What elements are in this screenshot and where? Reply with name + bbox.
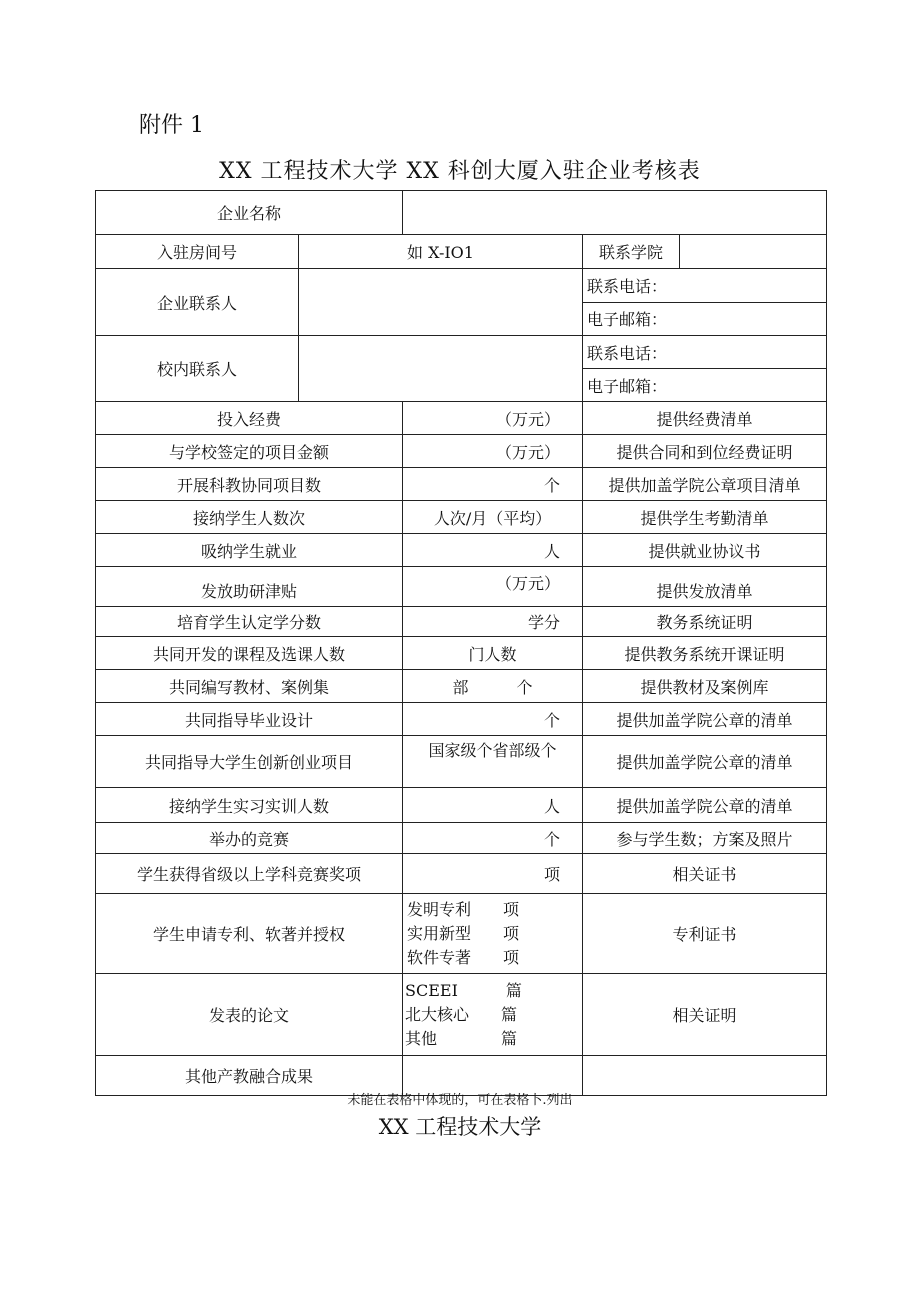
assessment-table: [95, 190, 827, 1096]
row-proof: 提供经费清单: [583, 402, 827, 435]
row-unit[interactable]: 人次/月（平均）: [403, 501, 583, 534]
table-row: [96, 269, 827, 303]
patent-item: 学生申请专利、软著并授权: [96, 894, 403, 974]
patent-line-software: 软件专著 项: [407, 947, 520, 967]
papers-line-sceei: SCEEI 篇: [405, 980, 522, 1000]
row-unit[interactable]: 国家级个省部级个: [403, 736, 583, 788]
row-proof: 参与学生数；方案及照片: [583, 823, 827, 854]
footnote: 未能在表格中体现的，可在表格卜.列出: [347, 1093, 573, 1108]
campus-phone-field[interactable]: 联系电话：: [583, 336, 827, 369]
college-label: 联系学院: [583, 235, 680, 268]
table-row: [96, 854, 827, 894]
table-row: [96, 235, 827, 269]
row-unit[interactable]: 人: [403, 534, 583, 567]
row-item: 共同编写教材、案例集: [96, 670, 403, 703]
row-item: 发放助研津贴: [96, 567, 403, 607]
page-title: XX 工程技术大学 XX 科创大厦入驻企业考核表: [219, 159, 701, 184]
table-row: [96, 788, 827, 823]
table-row: [96, 534, 827, 567]
row-unit[interactable]: 个: [403, 823, 583, 854]
table-row: [96, 670, 827, 703]
row-proof: 提供教务系统开课证明: [583, 637, 827, 670]
college-field[interactable]: [680, 235, 823, 268]
room-field[interactable]: 如 X-IO1: [299, 235, 583, 269]
table-row: [96, 468, 827, 501]
row-unit[interactable]: 个: [403, 703, 583, 736]
campus-contact-label: 校内联系人: [96, 336, 299, 402]
row-item: 共同指导大学生创新创业项目: [96, 736, 403, 788]
row-item: 投入经费: [96, 402, 403, 435]
other-item: 其他产教融合成果: [96, 1056, 403, 1096]
row-proof: 教务系统证明: [583, 607, 827, 637]
row-proof: 提供加盖学院公章的清单: [583, 736, 827, 788]
company-name-label: 企业名称: [96, 191, 403, 235]
table-row: [96, 191, 827, 235]
row-proof: 提供加盖学院公章项目清单: [583, 468, 827, 501]
row-item: 吸纳学生就业: [96, 534, 403, 567]
row-proof: 提供就业协议书: [583, 534, 827, 567]
papers-item: 发表的论文: [96, 974, 403, 1056]
row-unit[interactable]: 学分: [403, 607, 583, 637]
row-unit[interactable]: 项: [403, 854, 583, 894]
table-row: [96, 607, 827, 637]
row-item: 共同指导毕业设计: [96, 703, 403, 736]
row-item: 与学校签定的项目金额: [96, 435, 403, 468]
table-row: [96, 402, 827, 435]
company-contact-label: 企业联系人: [96, 269, 299, 336]
table-row: [96, 567, 827, 607]
row-proof: 提供加盖学院公章的清单: [583, 703, 827, 736]
papers-line-other: 其他 篇: [405, 1028, 518, 1048]
patent-line-invention: 发明专利 项: [407, 899, 520, 919]
row-unit[interactable]: 人: [403, 788, 583, 823]
row-item: 接纳学生人数次: [96, 501, 403, 534]
row-item: 共同开发的课程及选课人数: [96, 637, 403, 670]
table-row: [96, 637, 827, 670]
row-unit[interactable]: （万元）: [403, 402, 583, 435]
row-proof: 相关证书: [583, 854, 827, 894]
row-unit[interactable]: （万元）: [403, 567, 583, 607]
row-item: 举办的竞赛: [96, 823, 403, 854]
table-row: [96, 703, 827, 736]
row-proof: 提供教材及案例库: [583, 670, 827, 703]
campus-contact-field[interactable]: [299, 336, 583, 402]
college-cell: [583, 235, 827, 269]
table-row: [96, 974, 827, 1056]
table-row: [96, 894, 827, 974]
company-name-field[interactable]: [403, 191, 827, 235]
row-proof: 提供合同和到位经费证明: [583, 435, 827, 468]
row-item: 接纳学生实习实训人数: [96, 788, 403, 823]
table-row: [96, 736, 827, 788]
row-unit[interactable]: 部 个: [403, 670, 583, 703]
company-phone-field[interactable]: 联系电话：: [583, 269, 827, 303]
footer-title: XX 工程技术大学: [378, 1115, 542, 1139]
patent-line-utility: 实用新型 项: [407, 923, 520, 943]
patent-proof: 专利证书: [583, 894, 827, 974]
row-proof: 提供学生考勤清单: [583, 501, 827, 534]
row-proof: 提供发放清单: [583, 567, 827, 607]
row-item: 培育学生认定学分数: [96, 607, 403, 637]
papers-proof: 相关证明: [583, 974, 827, 1056]
papers-line-core: 北大核心 篇: [405, 1004, 518, 1024]
patent-values[interactable]: [403, 894, 583, 974]
table-row: [96, 501, 827, 534]
table-row: [96, 435, 827, 468]
row-unit[interactable]: 门人数: [403, 637, 583, 670]
company-email-field[interactable]: 电子邮箱：: [583, 302, 827, 336]
row-unit[interactable]: 个: [403, 468, 583, 501]
room-label: 入驻房间号: [96, 235, 299, 269]
row-unit[interactable]: （万元）: [403, 435, 583, 468]
row-item: 开展科教协同项目数: [96, 468, 403, 501]
annex-label: 附件 1: [139, 113, 204, 138]
table-row: [96, 336, 827, 369]
table-row: [96, 823, 827, 854]
row-proof: 提供加盖学院公章的清单: [583, 788, 827, 823]
row-item: 学生获得省级以上学科竞赛奖项: [96, 854, 403, 894]
company-contact-field[interactable]: [299, 269, 583, 336]
papers-values[interactable]: [403, 974, 583, 1056]
campus-email-field[interactable]: 电子邮箱：: [583, 369, 827, 402]
